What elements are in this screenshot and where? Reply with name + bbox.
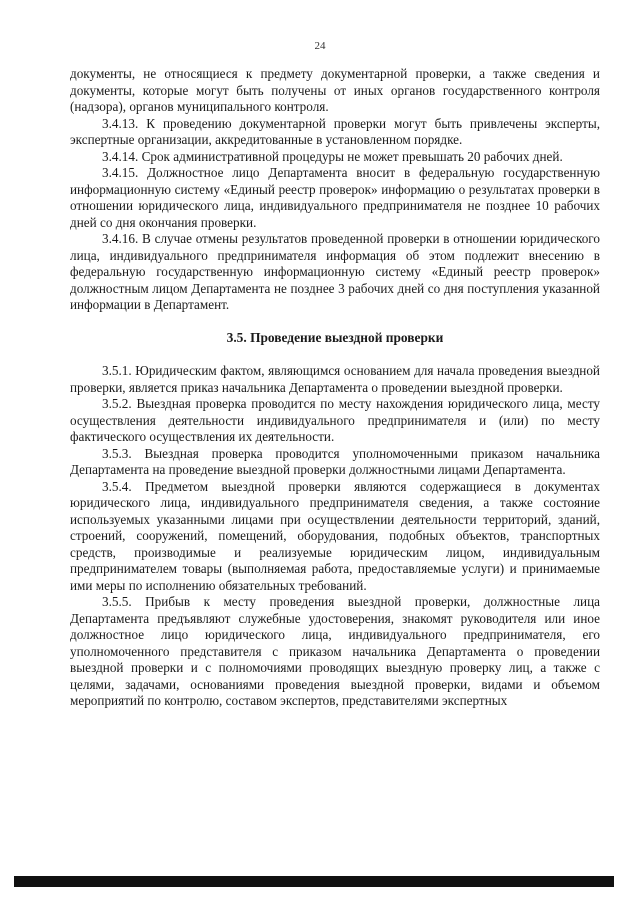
paragraph-3-4-13: 3.4.13. К проведению документарной проверки могут быть привлечены эксперты, экспертные организации, аккредитованные в установленном порядке.	[70, 115, 600, 147]
scan-edge-bar	[14, 876, 614, 887]
paragraph-continuation: документы, не относящиеся к предмету документарной проверки, а также сведения и документы, которые могут быть получены от иных органов государственного контроля (надзора), органов муниципального контроля.	[70, 66, 600, 114]
paragraph-3-5-5: 3.5.5. Прибыв к месту проведения выездной проверки, должностные лица Департамента предъявляют служебные удостоверения, знакомят руководителя или иное должностное лицо юридического лица, индивидуального предпринимателя, его уполномоченного представителя с приказом начальника Департамента о проведении выездной проверки и с полномочиями проводящих выездную проверку лиц, а также с целями, задачами, основаниями проведения выездной проверки, видами и объемом мероприятий по контролю, составом экспертов, представителями экспертных	[70, 594, 600, 708]
paragraph-3-4-15: 3.4.15. Должностное лицо Департамента вносит в федеральную государственную информационную систему «Единый реестр проверок» информацию о результатах проверки в отношении юридического лица, индивидуального предпринимателя не позднее 10 рабочих дней со дня окончания проверки.	[70, 165, 600, 230]
paragraph-3-5-1: 3.5.1. Юридическим фактом, являющимся основанием для начала проведения выездной проверки, является приказ начальника Департамента о проведении выездной проверки.	[70, 363, 600, 395]
page-number: 24	[314, 40, 326, 52]
section-heading: 3.5. Проведение выездной проверки	[226, 329, 444, 345]
paragraph-3-4-14: 3.4.14. Срок административной процедуры не может превышать 20 рабочих дней.	[102, 148, 563, 164]
paragraph-3-5-4: 3.5.4. Предметом выездной проверки являются содержащиеся в документах юридического лица, индивидуального предпринимателя сведения, а также состояние используемых указанными лицами при осуществлении деятельности территорий, зданий, строений, сооружений, помещений, оборудования, подобных объектов, транспортных средств, производимые и реализуемые юридическим лицом, индивидуальным предпринимателем товары (выполняемая работа, предоставляемые услуги) и принимаемые ими меры по исполнению обязательных требований.	[70, 478, 600, 593]
document-body	[70, 66, 600, 710]
paragraph-3-4-16: 3.4.16. В случае отмены результатов проведенной проверки в отношении юридического лица, индивидуального предпринимателя информация об этом подлежит внесению в федеральную государственную информационную систему «Единый реестр проверок» должностным лицом Департамента не позднее 3 рабочих дней со дня поступления указанной информации в Департамент.	[70, 231, 600, 312]
paragraph-3-5-3: 3.5.3. Выездная проверка проводится уполномоченными приказом начальника Департамента на проведение выездной проверки должностными лицами Департамента.	[70, 445, 600, 477]
paragraph-3-5-2: 3.5.2. Выездная проверка проводится по месту нахождения юридического лица, месту осуществления деятельности индивидуального предпринимателя и (или) по месту фактического осуществления их деятельности.	[70, 396, 600, 444]
